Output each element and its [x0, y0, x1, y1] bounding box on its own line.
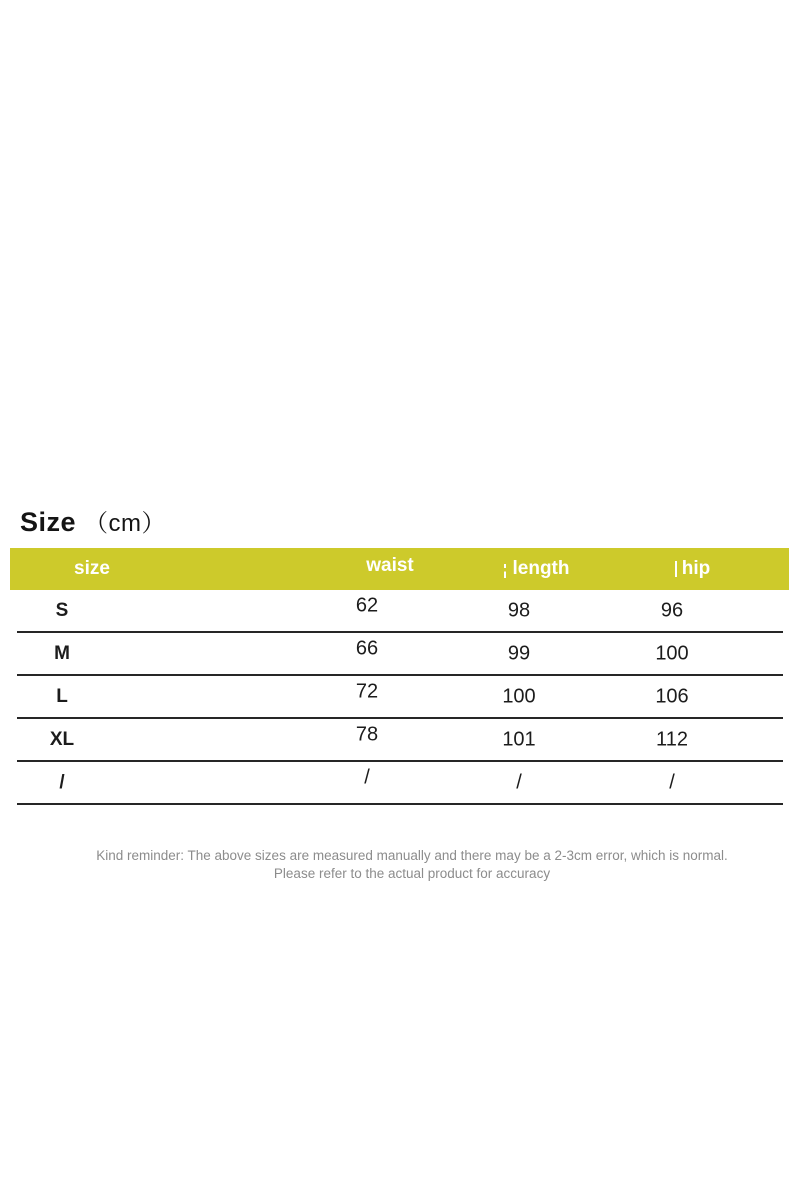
table-row-m [17, 633, 783, 676]
size-table-body [17, 590, 783, 805]
size-table-header-row [10, 548, 789, 590]
header-cell-length: length [512, 558, 570, 579]
cell-waist: 66 [355, 637, 379, 659]
header-divider-mark-length [504, 564, 506, 578]
page-title-text: Size [20, 507, 77, 537]
table-row-na [17, 762, 783, 805]
kind-reminder-note [12, 847, 800, 882]
page-title-unit: （cm） [84, 510, 167, 537]
table-row-xl [17, 719, 783, 762]
cell-waist: / [364, 766, 370, 788]
cell-hip: 106 [655, 685, 689, 707]
table-row-s [17, 590, 783, 633]
cell-length: 101 [502, 728, 536, 750]
cell-length: / [516, 771, 522, 793]
cell-length: 100 [502, 685, 536, 707]
kind-reminder-line2: Please refer to the actual product for accuracy [273, 865, 551, 881]
cell-size: XL [49, 728, 75, 750]
cell-waist: 78 [355, 723, 379, 745]
cell-hip: 100 [655, 642, 689, 664]
page-title [20, 506, 166, 540]
cell-hip: / [669, 771, 675, 793]
cell-size: M [54, 642, 70, 664]
cell-waist: 72 [355, 680, 379, 702]
cell-length: 99 [507, 642, 531, 664]
table-row-l [17, 676, 783, 719]
header-cell-waist: waist [366, 555, 414, 576]
kind-reminder-line1: Kind reminder: The above sizes are measured manually and there may be a 2-3cm error, which is normal. [96, 848, 728, 863]
header-cell-hip: hip [681, 558, 711, 579]
cell-hip: 96 [660, 599, 684, 621]
cell-waist: 62 [355, 594, 379, 616]
cell-size: S [55, 599, 69, 621]
cell-size: L [56, 685, 68, 707]
cell-length: 98 [507, 599, 531, 621]
cell-hip: 112 [656, 728, 688, 750]
cell-size: / [59, 771, 65, 793]
header-divider-mark-hip [675, 561, 677, 577]
header-cell-size: size [74, 558, 110, 579]
